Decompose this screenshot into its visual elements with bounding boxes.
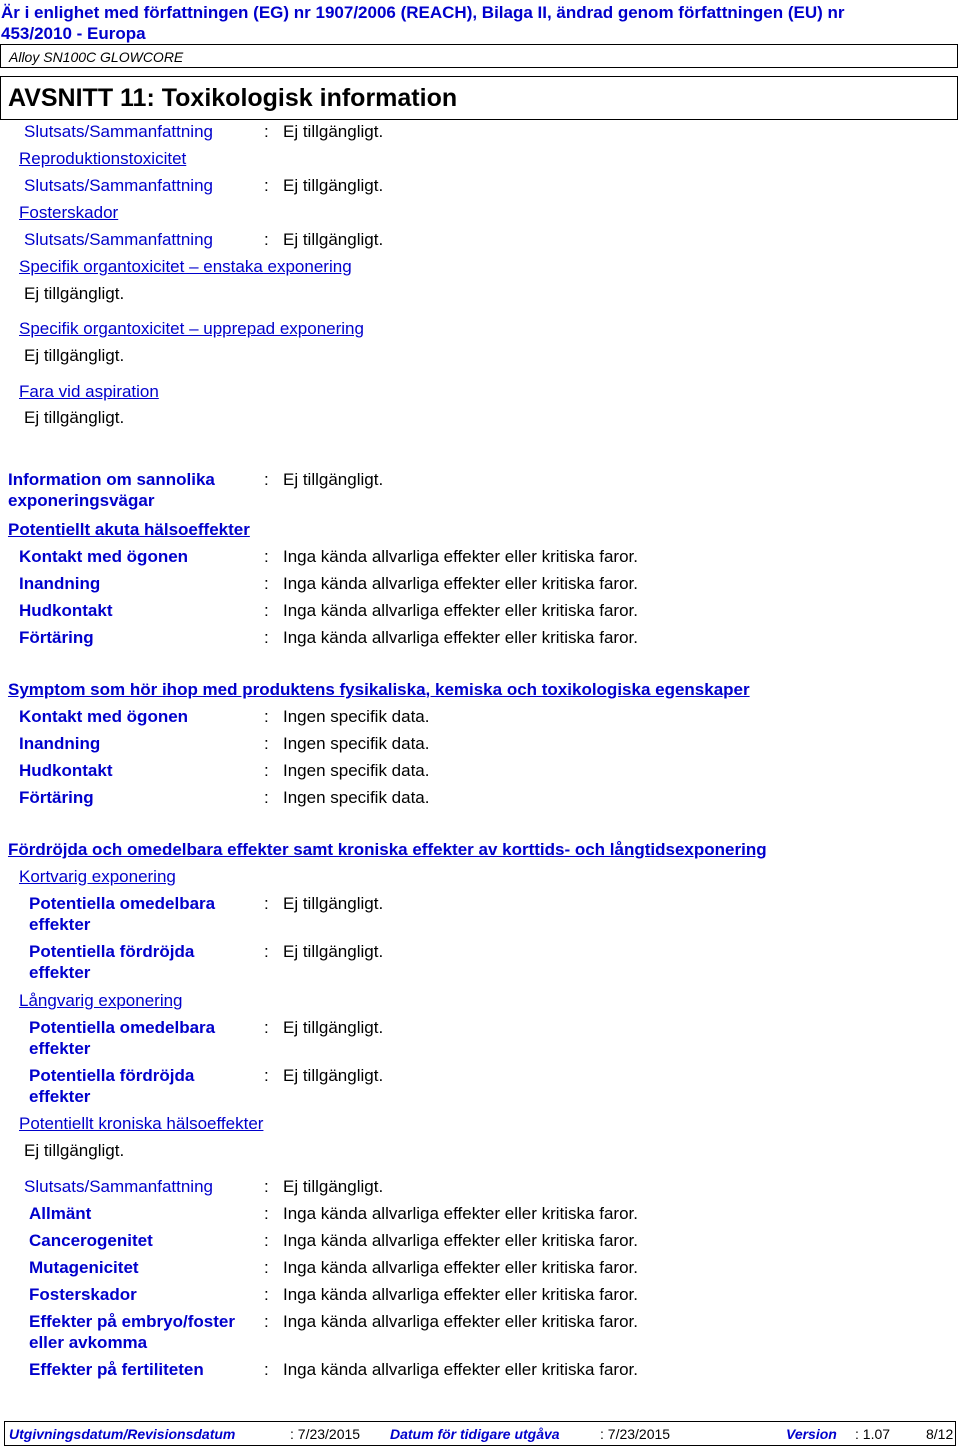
short-delayed-label-line-2: effekter: [29, 963, 91, 982]
fertility-value: Inga kända allvarliga effekter eller kritiska faror.: [283, 1360, 638, 1379]
long-delayed-label: Potentiella fördröjda: [29, 1066, 195, 1085]
stot-single-heading: Specifik organtoxicitet – enstaka exponering: [19, 257, 352, 276]
colon: :: [264, 470, 269, 489]
previous-date-value: : 7/23/2015: [600, 1426, 671, 1442]
colon: :: [264, 230, 269, 249]
developmental-value: Inga kända allvarliga effekter eller kritiska faror.: [283, 1312, 638, 1331]
delayed-effects-heading: Fördröjda och omedelbara effekter samt kroniska effekter av korttids- och långtidsexponering: [8, 840, 767, 859]
route-inhalation-label: Inandning: [19, 574, 101, 593]
short-delayed-label: Potentiella fördröjda: [29, 942, 195, 961]
acute-skin-value: Inga kända allvarliga effekter eller kritiska faror.: [283, 601, 638, 620]
long-immediate-value: Ej tillgängligt.: [283, 1018, 384, 1037]
acute-inhalation-value: Inga kända allvarliga effekter eller kritiska faror.: [283, 574, 638, 593]
conclusion-label: Slutsats/Sammanfattning: [24, 122, 213, 141]
colon: :: [264, 734, 269, 753]
chronic-value: Ej tillgängligt.: [24, 1141, 125, 1160]
document-title-line-1: Är i enlighet med författningen (EG) nr 1907/2006 (REACH), Bilaga II, ändrad genom författningen (EU) nr: [1, 3, 845, 22]
route-eye-label: Kontakt med ögonen: [19, 707, 189, 726]
aspiration-heading: Fara vid aspiration: [19, 382, 159, 401]
short-term-heading: Kortvarig exponering: [19, 867, 176, 886]
conclusion-label: Slutsats/Sammanfattning: [24, 1177, 213, 1196]
colon: :: [264, 1177, 269, 1196]
route-ingestion-label: Förtäring: [19, 628, 94, 647]
version-label: Version: [786, 1426, 837, 1442]
colon: :: [264, 707, 269, 726]
route-skin-label: Hudkontakt: [19, 601, 113, 620]
colon: :: [264, 1360, 269, 1379]
symptom-ingestion-value: Ingen specifik data.: [283, 788, 430, 807]
conclusion-label: Slutsats/Sammanfattning: [24, 230, 213, 249]
exposure-routes-value: Ej tillgängligt.: [283, 470, 384, 489]
long-delayed-value: Ej tillgängligt.: [283, 1066, 384, 1085]
symptoms-heading: Symptom som hör ihop med produktens fysikaliska, kemiska och toxikologiska egenskaper: [8, 680, 750, 699]
stot-single-value: Ej tillgängligt.: [24, 284, 125, 303]
stot-repeat-heading: Specifik organtoxicitet – upprepad exponering: [19, 319, 364, 338]
route-inhalation-label: Inandning: [19, 734, 101, 753]
conclusion-value: Ej tillgängligt.: [283, 176, 384, 195]
aspiration-value: Ej tillgängligt.: [24, 408, 125, 427]
symptom-inhalation-value: Ingen specifik data.: [283, 734, 430, 753]
document-title-line-2: 453/2010 - Europa: [1, 24, 146, 43]
symptom-skin-value: Ingen specifik data.: [283, 761, 430, 780]
short-immediate-label: Potentiella omedelbara: [29, 894, 216, 913]
conclusion-label: Slutsats/Sammanfattning: [24, 176, 213, 195]
short-immediate-value: Ej tillgängligt.: [283, 894, 384, 913]
colon: :: [264, 1018, 269, 1037]
fetal-damage-heading: Fosterskador: [19, 203, 119, 222]
chronic-heading: Potentiellt kroniska hälsoeffekter: [19, 1114, 264, 1133]
reproductive-toxicity-heading: Reproduktionstoxicitet: [19, 149, 187, 168]
mutagenicity-value: Inga kända allvarliga effekter eller kritiska faror.: [283, 1258, 638, 1277]
issue-date-label: Utgivningsdatum/Revisionsdatum: [9, 1426, 236, 1442]
section-title: AVSNITT 11: Toxikologisk information: [8, 84, 458, 112]
colon: :: [264, 942, 269, 961]
conclusion-value: Ej tillgängligt.: [283, 230, 384, 249]
colon: :: [264, 601, 269, 620]
chronic-fetal-label: Fosterskador: [29, 1285, 137, 1304]
colon: :: [264, 628, 269, 647]
colon: :: [264, 122, 269, 141]
page-number: 8/12: [926, 1426, 954, 1442]
conclusion-value: Ej tillgängligt.: [283, 122, 384, 141]
previous-date-label: Datum för tidigare utgåva: [390, 1426, 560, 1442]
short-immediate-label-line-2: effekter: [29, 915, 91, 934]
developmental-label-line-2: eller avkomma: [29, 1333, 148, 1352]
colon: :: [264, 1285, 269, 1304]
colon: :: [264, 547, 269, 566]
long-term-heading: Långvarig exponering: [19, 991, 183, 1010]
colon: :: [264, 894, 269, 913]
long-delayed-label-line-2: effekter: [29, 1087, 91, 1106]
developmental-label: Effekter på embryo/foster: [29, 1312, 235, 1331]
product-name: Alloy SN100C GLOWCORE: [0, 44, 958, 68]
acute-eye-value: Inga kända allvarliga effekter eller kritiska faror.: [283, 547, 638, 566]
carcinogenicity-value: Inga kända allvarliga effekter eller kritiska faror.: [283, 1231, 638, 1250]
colon: :: [264, 176, 269, 195]
route-ingestion-label: Förtäring: [19, 788, 94, 807]
symptom-eye-value: Ingen specifik data.: [283, 707, 430, 726]
chronic-general-label: Allmänt: [29, 1204, 92, 1223]
long-immediate-label: Potentiella omedelbara: [29, 1018, 216, 1037]
colon: :: [264, 761, 269, 780]
fertility-label: Effekter på fertiliteten: [29, 1360, 204, 1379]
stot-repeat-value: Ej tillgängligt.: [24, 346, 125, 365]
route-skin-label: Hudkontakt: [19, 761, 113, 780]
acute-ingestion-value: Inga kända allvarliga effekter eller kritiska faror.: [283, 628, 638, 647]
colon: :: [264, 1231, 269, 1250]
conclusion-value: Ej tillgängligt.: [283, 1177, 384, 1196]
exposure-routes-label-line-2: exponeringsvägar: [8, 491, 155, 510]
chronic-fetal-value: Inga kända allvarliga effekter eller kritiska faror.: [283, 1285, 638, 1304]
colon: :: [264, 1204, 269, 1223]
route-eye-label: Kontakt med ögonen: [19, 547, 189, 566]
issue-date-value: : 7/23/2015: [290, 1426, 361, 1442]
colon: :: [264, 1258, 269, 1277]
colon: :: [264, 1066, 269, 1085]
document-title: [0, 0, 960, 44]
colon: :: [264, 574, 269, 593]
version-value: : 1.07: [855, 1426, 891, 1442]
mutagenicity-label: Mutagenicitet: [29, 1258, 139, 1277]
long-immediate-label-line-2: effekter: [29, 1039, 91, 1058]
acute-effects-heading: Potentiellt akuta hälsoeffekter: [8, 520, 250, 539]
colon: :: [264, 788, 269, 807]
chronic-general-value: Inga kända allvarliga effekter eller kritiska faror.: [283, 1204, 638, 1223]
short-delayed-value: Ej tillgängligt.: [283, 942, 384, 961]
carcinogenicity-label: Cancerogenitet: [29, 1231, 153, 1250]
exposure-routes-label: Information om sannolika: [8, 470, 215, 489]
colon: :: [264, 1312, 269, 1331]
